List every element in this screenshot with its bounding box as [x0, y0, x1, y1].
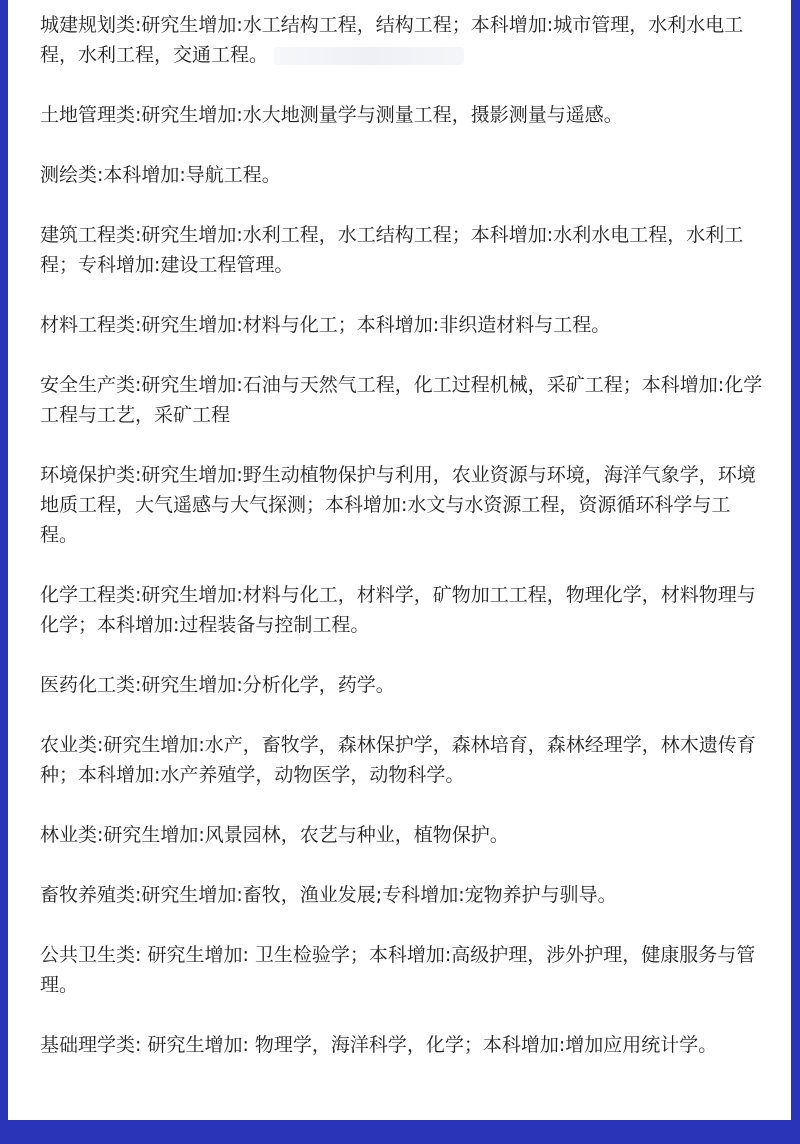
paragraph-public-health: 公共卫生类: 研究生增加: 卫生检验学；本科增加:高级护理，涉外护理，健康服务与管理。: [40, 944, 756, 996]
paragraph-surveying: 测绘类:本科增加:导航工程。: [40, 164, 281, 186]
paragraph-urban-planning: [40, 10, 767, 70]
document-page: [8, 0, 791, 1120]
paragraph-agriculture: 农业类:研究生增加:水产，畜牧学，森林保护学，森林培育，森林经理学，林木遗传育种；本科增加:水产养殖学，动物医学，动物科学。: [40, 734, 756, 786]
paragraph-land-management: 土地管理类:研究生增加:水大地测量学与测量工程，摄影测量与遥感。: [40, 104, 623, 126]
paragraph-pharma: 医药化工类:研究生增加:分析化学，药学。: [40, 674, 395, 696]
paragraph-basic-science: 基础理学类: 研究生增加: 物理学，海洋科学，化学；本科增加:增加应用统计学。: [40, 1034, 718, 1056]
paragraph-materials: 材料工程类:研究生增加:材料与化工；本科增加:非织造材料与工程。: [40, 314, 611, 336]
paragraph-livestock: 畜牧养殖类:研究生增加:畜牧，渔业发展;专科增加:宠物养护与驯导。: [40, 884, 617, 906]
paragraph-environment: 环境保护类:研究生增加:野生动植物保护与利用，农业资源与环境，海洋气象学，环境地质工程，大气遥感与大气探测；本科增加:水文与水资源工程，资源循环科学与工程。: [40, 464, 756, 546]
paragraph-safety: 安全生产类:研究生增加:石油与天然气工程，化工过程机械，采矿工程；本科增加:化学工程与工艺，采矿工程: [40, 374, 763, 426]
paragraph-text: 城建规划类:研究生增加:水工结构工程，结构工程；本科增加:城市管理，水利水电工程，水利工程，交通工程。: [40, 14, 744, 66]
paragraph-chemical: 化学工程类:研究生增加:材料与化工，材料学，矿物加工工程，物理化学，材料物理与化学；本科增加:过程装备与控制工程。: [40, 584, 756, 636]
paragraph-construction: 建筑工程类:研究生增加:水利工程，水工结构工程；本科增加:水利水电工程，水利工程；专科增加:建设工程管理。: [40, 224, 744, 276]
paragraph-forestry: 林业类:研究生增加:风景园林，农艺与种业，植物保护。: [40, 824, 509, 846]
blurred-watermark: [274, 47, 464, 65]
